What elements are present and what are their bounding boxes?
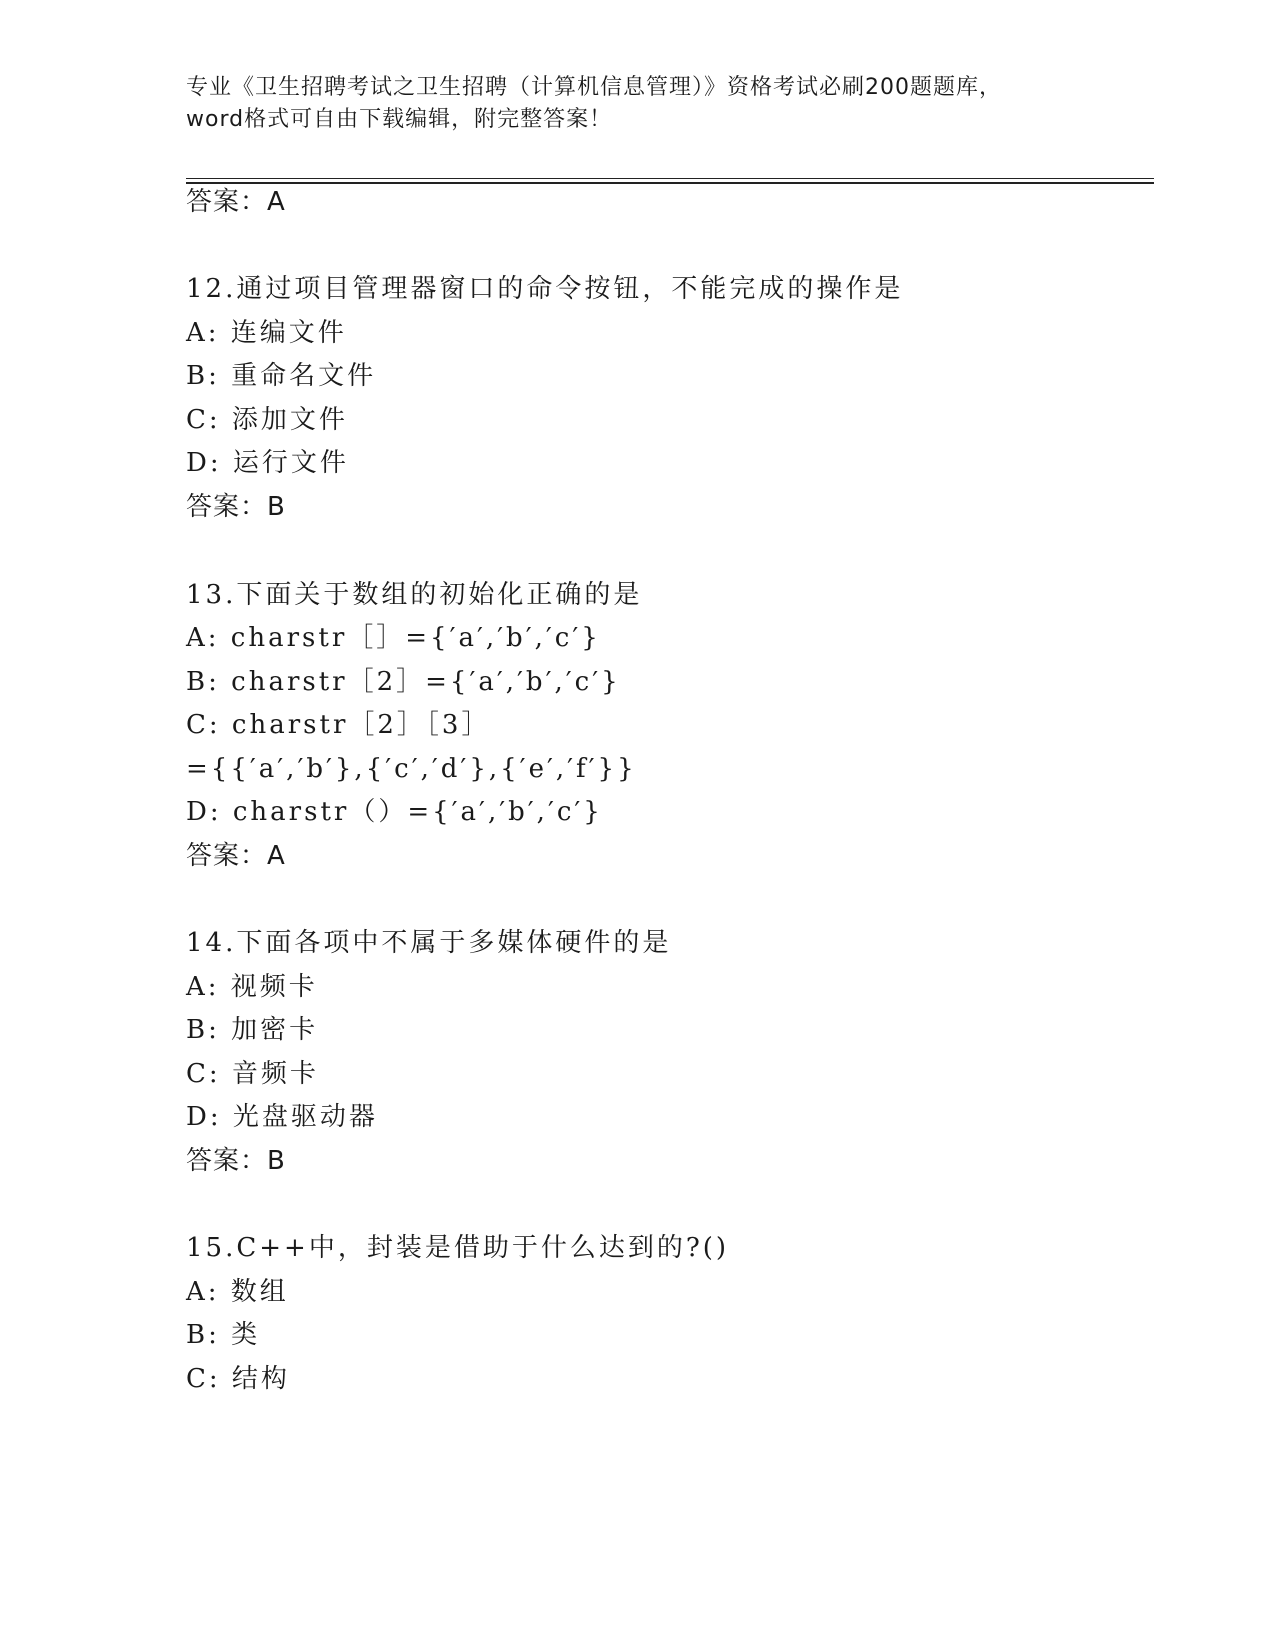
- question-14-option-c: C: 音频卡: [186, 1059, 319, 1089]
- question-14-option-b: B: 加密卡: [186, 1015, 319, 1045]
- question-13-option-c-continued: ={{′a′,′b′},{′c′,′d′},{′e′,′f′}}: [186, 754, 637, 784]
- question-15-option-b: B: 类: [186, 1320, 261, 1350]
- question-12-stem: 12.通过项目管理器窗口的命令按钮，不能完成的操作是: [186, 274, 904, 304]
- question-13-option-c: C: charstr［2］［3］: [186, 710, 491, 740]
- header-line-1: 专业《卫生招聘考试之卫生招聘（计算机信息管理）》资格考试必刷200题题库，: [186, 75, 1002, 100]
- question-15-option-a: A: 数组: [186, 1277, 289, 1307]
- question-12-option-a: A: 连编文件: [186, 318, 347, 348]
- question-13-option-d: D: charstr（）={′a′,′b′,′c′}: [186, 797, 603, 827]
- question-14-answer: 答案：B: [186, 1146, 286, 1176]
- answer-previous: 答案：A: [186, 187, 286, 217]
- question-15-stem: 15.C++中，封装是借助于什么达到的?(): [186, 1233, 730, 1263]
- question-14-stem: 14.下面各项中不属于多媒体硬件的是: [186, 928, 672, 958]
- question-12-option-b: B: 重命名文件: [186, 361, 377, 391]
- question-13-stem: 13.下面关于数组的初始化正确的是: [186, 580, 643, 610]
- document-header: [186, 72, 1086, 136]
- question-12-answer: 答案：B: [186, 492, 286, 522]
- question-15-option-c: C: 结构: [186, 1364, 290, 1394]
- header-divider-thin: [186, 178, 1154, 179]
- header-divider-thick: [186, 182, 1154, 184]
- question-14-option-d: D: 光盘驱动器: [186, 1102, 378, 1132]
- question-12-option-d: D: 运行文件: [186, 448, 349, 478]
- question-14-option-a: A: 视频卡: [186, 972, 318, 1002]
- question-13-option-b: B: charstr［2］={′a′,′b′,′c′}: [186, 667, 621, 697]
- question-13-option-a: A: charstr［］={′a′,′b′,′c′}: [186, 623, 601, 653]
- question-12-option-c: C: 添加文件: [186, 405, 348, 435]
- header-line-2: word格式可自由下载编辑，附完整答案！: [186, 107, 613, 132]
- question-13-answer: 答案：A: [186, 841, 286, 871]
